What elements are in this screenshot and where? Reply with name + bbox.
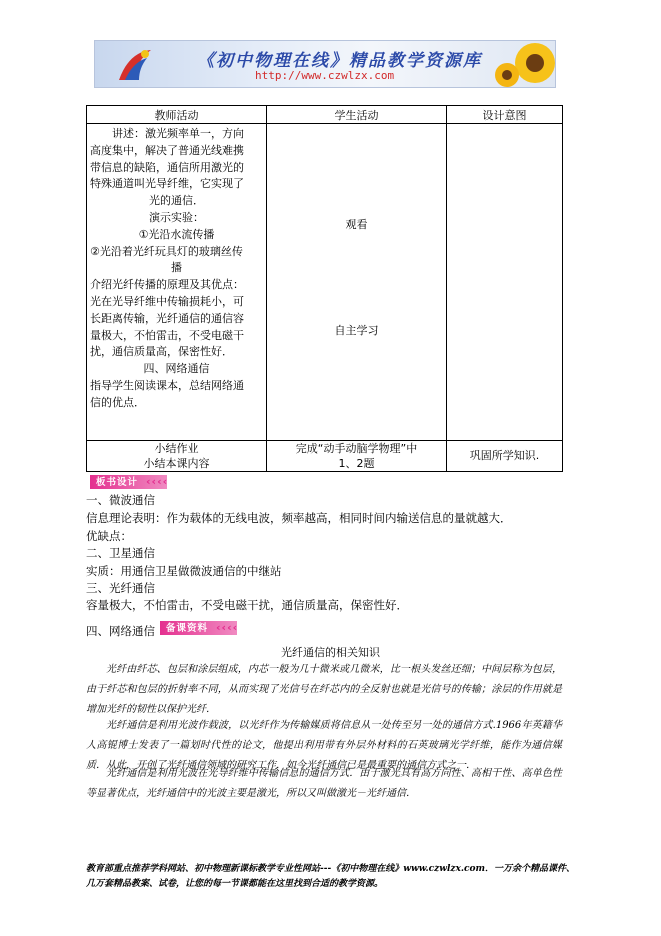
board-section-3-text: 容量极大，不怕雷击，不受电磁干扰，通信质量高，保密性好． (86, 598, 408, 612)
board-section-2: 二、卫星通信 (86, 546, 155, 560)
teacher-line: 讲述：激光频率单一，方向 (112, 127, 244, 140)
teacher-line: 四、网络通信 (143, 362, 210, 376)
teacher-line: ②光沿着光纤玩具灯的玻璃丝传 (90, 244, 243, 258)
teacher-line: 长距离传输，光纤通信的通信容 (90, 311, 244, 325)
board-design-tag (90, 475, 214, 489)
teacher-line: 介绍光纤传播的原理及其优点： (90, 278, 244, 292)
reference-paragraph-1: 光纤由纤芯、包层和涂层组成，内芯一般为几十微米或几微米，比一根头发丝还细；中间层称为包层，由于纤芯和包层的折射率不同，从而实现了光信号在纤芯内的全反射也就是光信号的传输；涂层的作用就是增加光纤的韧性以保护光纤． (86, 664, 562, 715)
teacher-line: 带信息的缺陷，通信所用激光的 (90, 160, 244, 174)
table-row (87, 124, 563, 441)
reference-paragraph-3: 光纤通信是利用光波在光导纤维中传输信息的通信方式．由于激光具有高方向性、高相干性、高单色性等显著优点，光纤通信中的光波主要是激光，所以又叫做激光－光纤通信． (86, 768, 562, 799)
board-section-1-adv: 优缺点： (86, 529, 132, 543)
teacher-line: 高度集中，解决了普通光线难携 (90, 143, 244, 157)
summary-teacher-cell (87, 440, 267, 471)
student-activity-cell (267, 124, 447, 441)
site-logo-icon (115, 46, 155, 84)
chevron-left-icon: ‹‹‹‹ (216, 621, 239, 634)
header-teacher: 教师活动 (87, 106, 267, 124)
header-banner (94, 40, 556, 88)
summary-label: 小结作业 (154, 441, 199, 455)
board-section-3: 三、光纤通信 (86, 581, 155, 595)
sunflower-icon (485, 41, 555, 87)
student-watch: 观看 (345, 218, 368, 231)
reference-material-label: 备课资料 (166, 623, 209, 634)
teacher-line: 扰，通信质量高，保密性好． (90, 345, 233, 359)
teacher-line: 演示实验： (149, 210, 204, 224)
teacher-line: ①光沿水流传播 (138, 227, 215, 241)
teacher-line: 光在光导纤维中传输损耗小，可 (90, 294, 244, 308)
header-student: 学生活动 (267, 106, 447, 124)
header-design: 设计意图 (447, 106, 563, 124)
summary-design-cell: 巩固所学知识. (447, 440, 563, 471)
board-section-1-text: 信息理论表明：作为载体的无线电波，频率越高，相同时间内输送信息的量就越大． (86, 511, 512, 525)
summary-student-cell (267, 440, 447, 471)
table-row (87, 440, 563, 471)
site-url[interactable]: http://www.czwlzx.com (255, 69, 395, 82)
summary-content: 小结本课内容 (143, 456, 210, 470)
reference-paragraph-2: 光纤通信是利用光波作载波，以光纤作为传输媒质将信息从一处传至另一处的通信方式.1966年英籍华人高锟博士发表了一篇划时代性的论文，他提出利用带有外层外材料的石英玻璃光学纤维，能作为通信媒质．从此，开创了光纤通信领域的研究工作．如今光纤通信已是最重要的通信方式之一． (86, 720, 562, 771)
teacher-activity-cell (87, 124, 267, 441)
homework-line-1: 完成“动手动脑学物理”中 (295, 441, 418, 455)
lesson-table (86, 105, 563, 472)
teacher-line: 光的通信． (149, 194, 204, 208)
board-section-2-text: 实质：用通信卫星做微波通信的中继站 (86, 564, 282, 578)
reference-title: 光纤通信的相关知识 (281, 646, 380, 659)
page-footer: 教育部重点推荐学科网站、初中物理新课标教学专业性网站---《初中物理在线》www.czwlzx.com．一万余个精品课件、几万套精品教案、试卷，让您的每一节课都能在这里找到合适的教学资源。 (86, 864, 576, 889)
teacher-activity-text (90, 126, 263, 412)
board-section-4: 四、网络通信 (86, 624, 155, 638)
board-section-1: 一、微波通信 (86, 493, 155, 507)
teacher-line: 播 (171, 261, 182, 275)
teacher-line: 指导学生阅读课本，总结网络通 (90, 378, 244, 392)
teacher-line: 特殊通道叫光导纤维，它实现了 (90, 177, 244, 191)
teacher-line: 信的优点． (90, 395, 145, 409)
board-design-label: 板书设计 (96, 477, 139, 488)
reference-material-tag (160, 621, 284, 635)
student-self-study: 自主学习 (334, 324, 379, 337)
table-header-row (87, 106, 563, 124)
chevron-left-icon: ‹‹‹‹ (146, 475, 169, 488)
design-cell (447, 124, 563, 441)
teacher-line: 量极大，不怕雷击，不受电磁干 (90, 328, 244, 342)
site-title: 《初中物理在线》精品教学资源库 (197, 51, 482, 71)
homework-line-2: 1、2题 (338, 456, 375, 470)
